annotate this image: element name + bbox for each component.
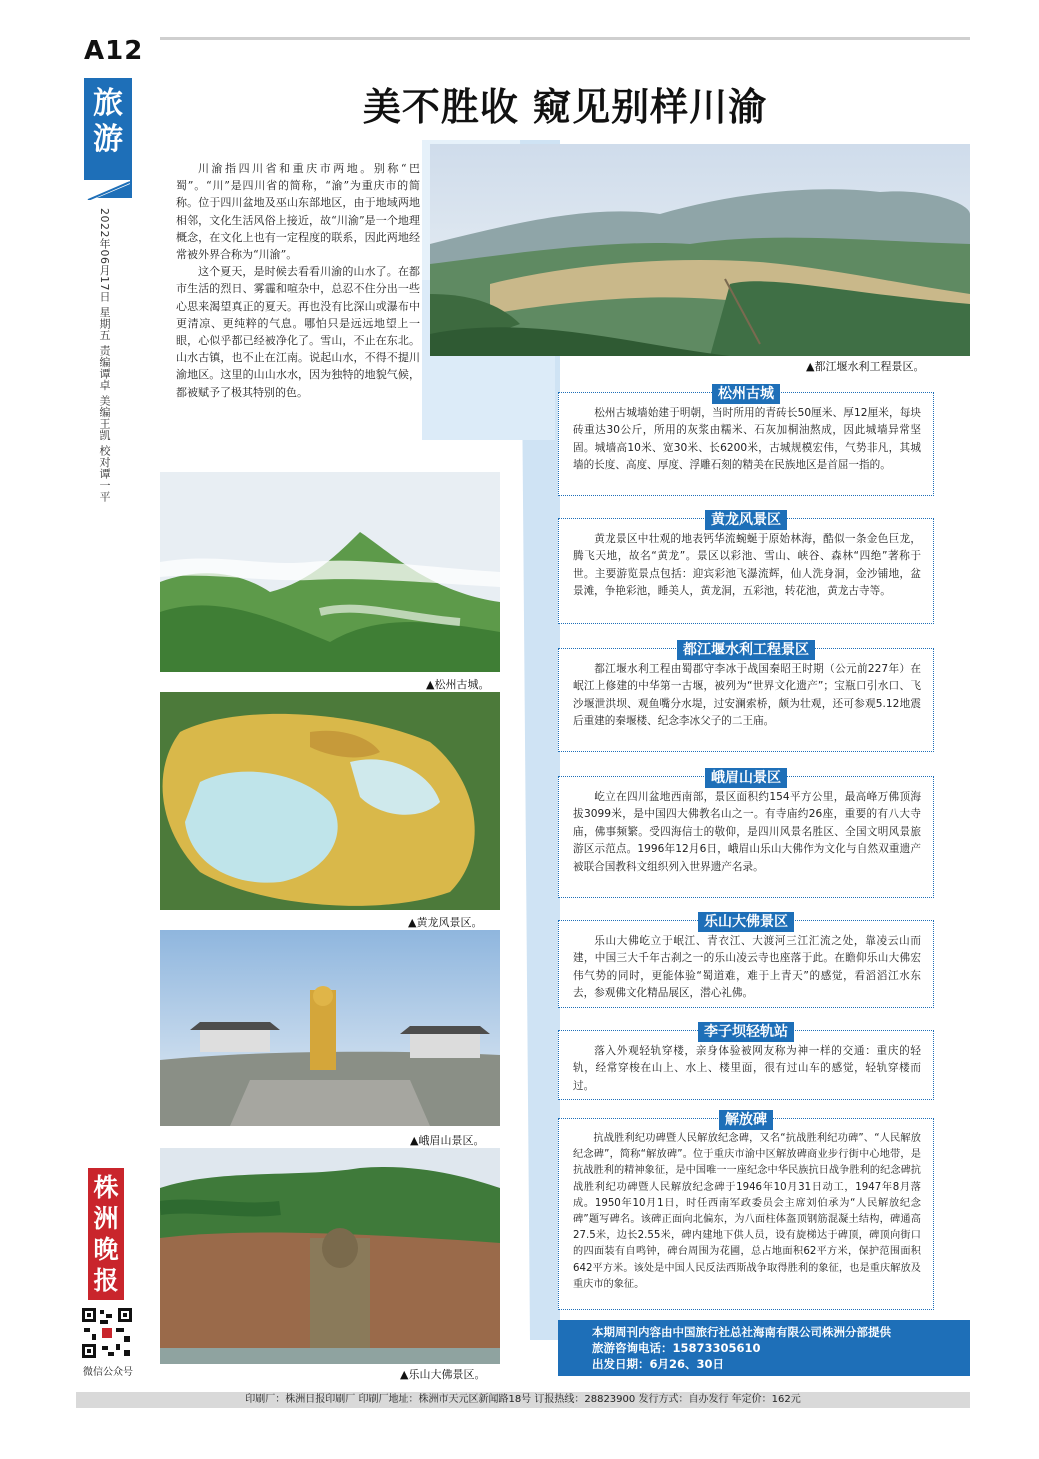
section-body: 抗战胜利纪功碑暨人民解放纪念碑，又名“抗战胜利纪功碑”、“人民解放纪念碑”，简称“解放碑”。位于重庆市渝中区解放碑商业步行街中心地带，是抗战胜利的精神象征，是中国唯一一座纪念中华民族抗日战争胜利的纪念碑抗战胜利纪功碑暨人民解放纪念碑于1946年10月31日动工，1947年8月落成。1950年10月1日，时任西南军政委员会主席刘伯承为“人民解放纪念碑”题写碑名。该碑正面向北偏东，为八面柱体盔顶钢筋混凝土结构，碑通高27.5米，边长2.55米，碑内建地下供人员，设有旋梯达于碑顶，碑顶向街口的四面装有自鸣钟，碑台周围为花圃，总占地面积62平方米，保护范围面积642平方米。该处是中国人民反法西斯战争取得胜利的象征，也是重庆解放及重庆市的象征。 [573, 1133, 921, 1290]
songzhou-photo [160, 472, 500, 672]
newspaper-logo [88, 1168, 124, 1300]
section-body: 屹立在四川盆地西南部，景区面积约154平方公里，最高峰万佛顶海拔3099米，是中国四大佛教名山之一。有寺庙约26座，重要的有八大寺庙，佛事频繁。受四海信士的敬仰，是四川风景名胜区、全国文明风景旅游区示范点。1996年12月6日，峨眉山乐山大佛作为文化与自然双重遗产被联合国教科文组织列入世界遗产名录。 [573, 791, 921, 873]
section-title: 乐山大佛景区 [698, 912, 794, 932]
emei-photo [160, 930, 500, 1126]
logo-text: 株洲晚报 [93, 1173, 119, 1295]
section-body: 落入外观轻轨穿楼，亲身体验被网友称为神一样的交通：重庆的轻轨，经常穿梭在山上、水上、楼里面，很有过山车的感觉，轻轨穿楼而过。 [573, 1045, 921, 1092]
caption-dujiangyan: ▲都江堰水利工程景区。 [806, 360, 925, 373]
section-dujiangyan [558, 642, 934, 752]
section-jiefangbei [558, 1112, 934, 1310]
qr-code-icon[interactable] [80, 1306, 134, 1360]
intro-paragraph: 这个夏天，是时候去看看川渝的山水了。在都市生活的烈日、雾霾和喧杂中，总忍不住分出一些心思来渴望真正的夏天。再也没有比深山或瀑布中更清凉、更纯粹的气息。哪怕只是远远地望上一眼，心似乎都已经被净化了。雪山，不止在东北。山水古镇，也不止在江南。说起山水，不得不提川渝地区。这里的山山水水，因为独特的地貌气候，都被赋予了极其特别的色。 [176, 265, 420, 399]
footer-imprint: 印刷厂：株洲日报印刷厂 印刷厂地址：株洲市天元区新闻路18号 订报热线：28823900 发行方式：自办发行 年定价：162元 [76, 1392, 970, 1408]
caption-emei: ▲峨眉山景区。 [410, 1134, 485, 1147]
date-line: 2022年06月17日 星期五 责编谭卓 美编王凯 校对谭一平 [98, 208, 111, 503]
caption-leshan: ▲乐山大佛景区。 [400, 1368, 486, 1381]
leshan-photo [160, 1148, 500, 1364]
section-body: 黄龙景区中壮观的地表钙华流蜿蜒于原始林海，酷似一条金色巨龙，腾飞天地，故名“黄龙”。景区以彩池、雪山、峡谷、森林“四绝”著称于世。主要游览景点包括：迎宾彩池飞瀑流辉，仙人洗身洞，金沙铺地，盆景滩，争艳彩池，睡美人，黄龙洞，五彩池，转花池，黄龙古寺等。 [573, 533, 921, 598]
section-slash-decor [84, 180, 130, 200]
section-body: 都江堰水利工程由蜀郡守李冰于战国秦昭王时期（公元前227年）在岷江上修建的中华第一古堰，被列为“世界文化遗产”；宝瓶口引水口、飞沙堰泄洪坝、观鱼嘴分水堤，过安澜索桥，颇为壮观，还可参观5.12地震后重建的秦堰楼、纪念李冰父子的二王庙。 [573, 663, 921, 728]
dujiangyan-photo [430, 144, 970, 356]
section-liziba [558, 1024, 934, 1100]
section-name-text: 旅游 [93, 86, 123, 157]
section-name [84, 86, 132, 158]
top-rule [160, 37, 970, 40]
section-body: 乐山大佛屹立于岷江、青衣江、大渡河三江汇流之处，靠凌云山而建，中国三大千年古刹之一的乐山凌云寺也座落于此。在瞻仰乐山大佛宏伟气势的同时，更能体验“蜀道难，难于上青天”的感觉，看滔滔江水东去，参观佛文化精品展区，潜心礼佛。 [573, 935, 921, 1000]
section-title: 解放碑 [719, 1110, 773, 1130]
section-title: 松州古城 [712, 384, 780, 404]
headline: 美不胜收 窥见别样川渝 [362, 84, 768, 129]
section-title: 峨眉山景区 [705, 768, 787, 788]
section-title: 黄龙风景区 [705, 510, 787, 530]
qr-label: 微信公众号 [83, 1367, 133, 1378]
section-title: 李子坝轻轨站 [698, 1022, 794, 1042]
credit-date: 出发日期：6月26、30日 [592, 1357, 725, 1371]
page-number: A12 [84, 36, 144, 66]
huanglong-photo [160, 692, 500, 910]
intro-text [176, 160, 420, 401]
caption-songzhou: ▲松州古城。 [426, 678, 490, 691]
section-title: 都江堰水利工程景区 [677, 640, 815, 660]
caption-huanglong: ▲黄龙风景区。 [408, 916, 483, 929]
credit-phone: 旅游咨询电话：15873305610 [592, 1341, 761, 1355]
credit-box [558, 1320, 970, 1376]
section-songzhou [558, 386, 934, 496]
intro-paragraph: 川渝指四川省和重庆市两地。别称“巴蜀”。“川”是四川省的简称，“渝”为重庆市的简称。位于四川盆地及巫山东部地区，由于地域两地相邻，文化生活风俗上接近，故“川渝”是一个地理概念，在文化上也有一定程度的联系，因此两地经常被外界合称为“川渝”。 [176, 162, 420, 262]
section-emei [558, 770, 934, 898]
section-huanglong [558, 512, 934, 624]
section-body: 松州古城墙始建于明朝，当时所用的青砖长50厘米、厚12厘米，每块砖重达30公斤，所用的灰浆由糯米、石灰加桐油熬成，因此城墙异常坚固。城墙高10米、宽30米、长6200米，古城规模宏伟，气势非凡，其城墙的长度、高度、厚度、浮雕石刻的精美在民族地区是首屈一指的。 [573, 407, 921, 472]
section-leshan [558, 914, 934, 1008]
credit-line: 本期周刊内容由中国旅行社总社海南有限公司株洲分部提供 [592, 1325, 891, 1339]
